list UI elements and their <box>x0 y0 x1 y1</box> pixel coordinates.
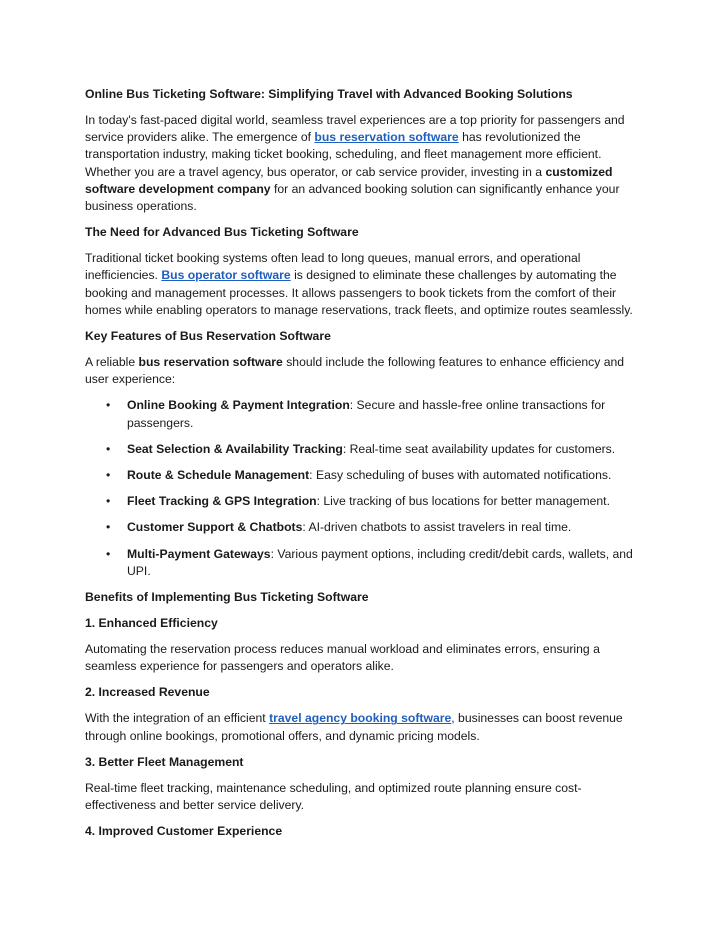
features-bold-text: bus reservation software <box>138 355 283 370</box>
features-heading: Key Features of Bus Reservation Software <box>85 329 331 344</box>
list-item <box>85 397 645 431</box>
list-item <box>85 467 645 484</box>
feature-name: Customer Support & Chatbots <box>127 520 303 535</box>
feature-desc: : AI-driven chatbots to assist travelers in real time. <box>302 520 572 535</box>
intro-text-2: has revolutionized the transportation industry, making ticket booking, scheduling, and fleet management more efficient. Whether you are a travel agency, bus operator, or cab service provider, investing in a <box>85 130 602 179</box>
feature-name: Fleet Tracking & GPS Integration <box>127 494 317 509</box>
intro-text-3: for an advanced booking solution can significantly enhance your business operations. <box>85 181 620 214</box>
bullet-icon: • <box>106 398 111 413</box>
benefit-2-text-1: With the integration of an efficient <box>85 711 270 726</box>
bullet-icon: • <box>106 494 111 509</box>
bus-operator-software-link[interactable]: Bus operator software <box>161 268 291 283</box>
feature-desc: : Various payment options, including credit/debit cards, wallets, and UPI. <box>127 546 633 578</box>
list-item <box>85 441 645 458</box>
list-item <box>85 493 645 510</box>
bus-reservation-software-link[interactable]: bus reservation software <box>314 130 459 145</box>
document-title: Online Bus Ticketing Software: Simplifying Travel with Advanced Booking Solutions <box>85 87 573 101</box>
need-paragraph <box>85 250 645 319</box>
list-item <box>85 519 645 536</box>
bullet-icon: • <box>106 468 111 483</box>
benefits-heading: Benefits of Implementing Bus Ticketing Software <box>85 590 369 605</box>
features-list <box>85 397 645 580</box>
benefit-2-paragraph <box>85 710 645 744</box>
intro-text-1: In today's fast-paced digital world, seamless travel experiences are a top priority for passengers and service providers alike. The emergence of <box>85 113 625 145</box>
travel-agency-booking-software-link[interactable]: travel agency booking software <box>269 711 452 726</box>
feature-name: Seat Selection & Availability Tracking <box>127 441 343 456</box>
benefit-4-heading: 4. Improved Customer Experience <box>85 824 283 839</box>
feature-name: Multi-Payment Gateways <box>127 546 271 561</box>
benefit-3-paragraph: Real-time fleet tracking, maintenance scheduling, and optimized route planning ensure cost-effectiveness and better service delivery. <box>85 780 582 813</box>
need-text-1: Traditional ticket booking systems often lead to long queues, manual errors, and operational inefficiencies. <box>85 251 581 283</box>
need-text-2: is designed to eliminate these challenges by automating the booking and management processes. It allows passengers to book tickets from the comfort of their homes while enabling operators to manage reservations, track fleets, and optimize routes seamlessly. <box>85 268 633 317</box>
bullet-icon: • <box>106 546 111 561</box>
need-heading: The Need for Advanced Bus Ticketing Software <box>85 225 359 240</box>
intro-paragraph <box>85 112 645 215</box>
features-text-1: A reliable <box>85 355 139 370</box>
feature-desc: : Live tracking of bus locations for better management. <box>316 494 610 509</box>
benefit-2-heading: 2. Increased Revenue <box>85 685 210 700</box>
feature-desc: : Secure and hassle-free online transactions for passengers. <box>127 398 606 430</box>
features-text-2: should include the following features to enhance efficiency and user experience: <box>85 355 625 387</box>
feature-name: Online Booking & Payment Integration <box>127 398 350 413</box>
benefit-3-heading: 3. Better Fleet Management <box>85 754 244 769</box>
benefit-2-text-2: , businesses can boost revenue through online bookings, promotional offers, and dynamic pricing models. <box>85 711 623 743</box>
benefit-1-paragraph: Automating the reservation process reduces manual workload and eliminates errors, ensuring a seamless experience for passengers and operators alike. <box>85 642 600 674</box>
bullet-icon: • <box>106 520 111 535</box>
feature-desc: : Real-time seat availability updates for customers. <box>342 441 616 456</box>
list-item <box>85 546 645 580</box>
document-page <box>85 86 645 849</box>
intro-bold-text: customized software development company <box>85 164 613 196</box>
feature-name: Route & Schedule Management <box>127 468 310 483</box>
bullet-icon: • <box>106 441 111 456</box>
feature-desc: : Easy scheduling of buses with automated notifications. <box>309 468 612 483</box>
benefit-1-heading: 1. Enhanced Efficiency <box>85 616 218 631</box>
features-intro-paragraph <box>85 354 645 388</box>
